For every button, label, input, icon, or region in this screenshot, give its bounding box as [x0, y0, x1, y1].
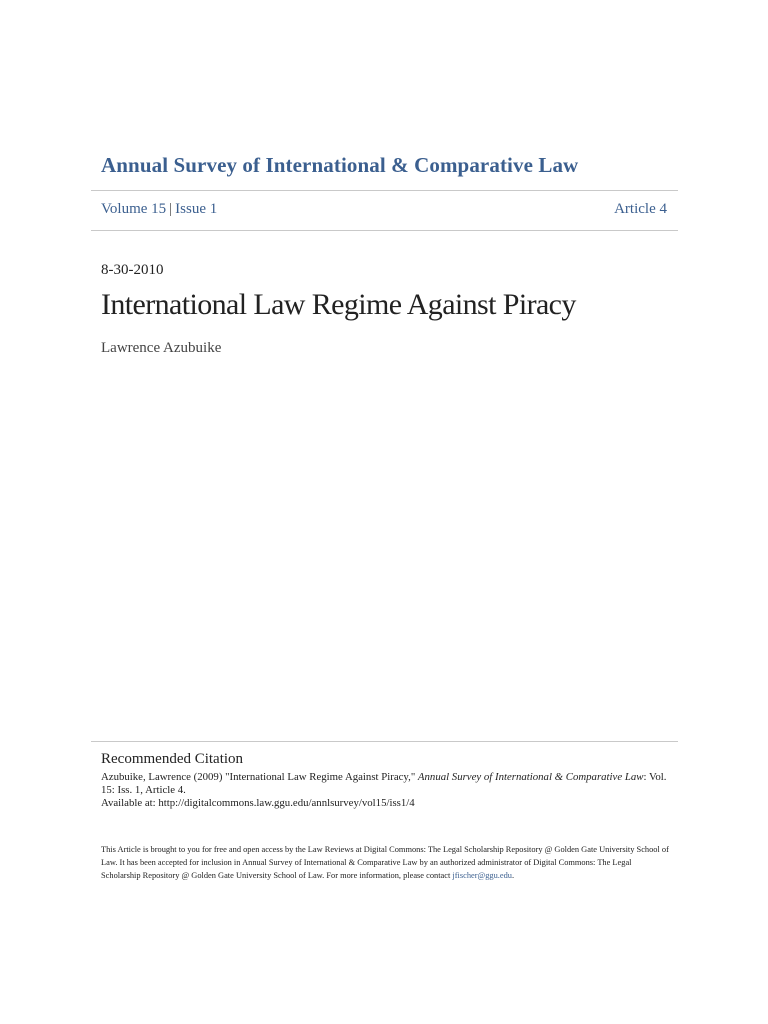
- contact-email-link[interactable]: jfischer@ggu.edu: [452, 871, 512, 880]
- citation-journal: Annual Survey of International & Comparative Law: [417, 771, 644, 783]
- citation-heading: Recommended Citation: [101, 751, 244, 767]
- article-number-link[interactable]: Article 4: [614, 201, 667, 217]
- author-link[interactable]: Lawrence Azubuike: [101, 340, 222, 356]
- citation-volume-info: : Vol. 15: Iss. 1, Article 4.: [101, 771, 667, 796]
- citation-author-title: Azubuike, Lawrence (2009) "International Law Regime Against Piracy,": [101, 771, 418, 783]
- notice-end: .: [511, 871, 515, 880]
- citation-text: [101, 771, 671, 810]
- article-title: International Law Regime Against Piracy: [101, 288, 576, 321]
- citation-availability: [101, 797, 671, 810]
- notice-text: This Article is brought to you for free and open access by the Law Reviews at Digital Commons: The Legal Scholarship Repository @ Golden Gate University School of Law. It has been accepted for inclusion in Annual Survey of International & Comparative Law by an authorized administrator of Digital Commons: The Legal Scholarship Repository @ Golden Gate University School of Law. For more information, please contact: [101, 845, 669, 880]
- journal-title-link[interactable]: Annual Survey of International & Comparative Law: [101, 153, 579, 177]
- open-access-notice: [101, 843, 673, 882]
- volume-issue-line: [101, 201, 217, 218]
- divider-citation: [91, 741, 678, 742]
- volume-link[interactable]: Volume 15: [101, 201, 167, 217]
- issue-link[interactable]: Issue 1: [175, 201, 218, 217]
- volume-issue-separator: |: [169, 201, 173, 217]
- citation-url[interactable]: http://digitalcommons.law.ggu.edu/annlsurvey/vol15/iss1/4: [158, 797, 415, 809]
- divider-middle: [91, 230, 678, 231]
- citation-available-label: Available at:: [101, 797, 159, 809]
- publication-date: 8-30-2010: [101, 262, 164, 278]
- divider-top: [91, 190, 678, 191]
